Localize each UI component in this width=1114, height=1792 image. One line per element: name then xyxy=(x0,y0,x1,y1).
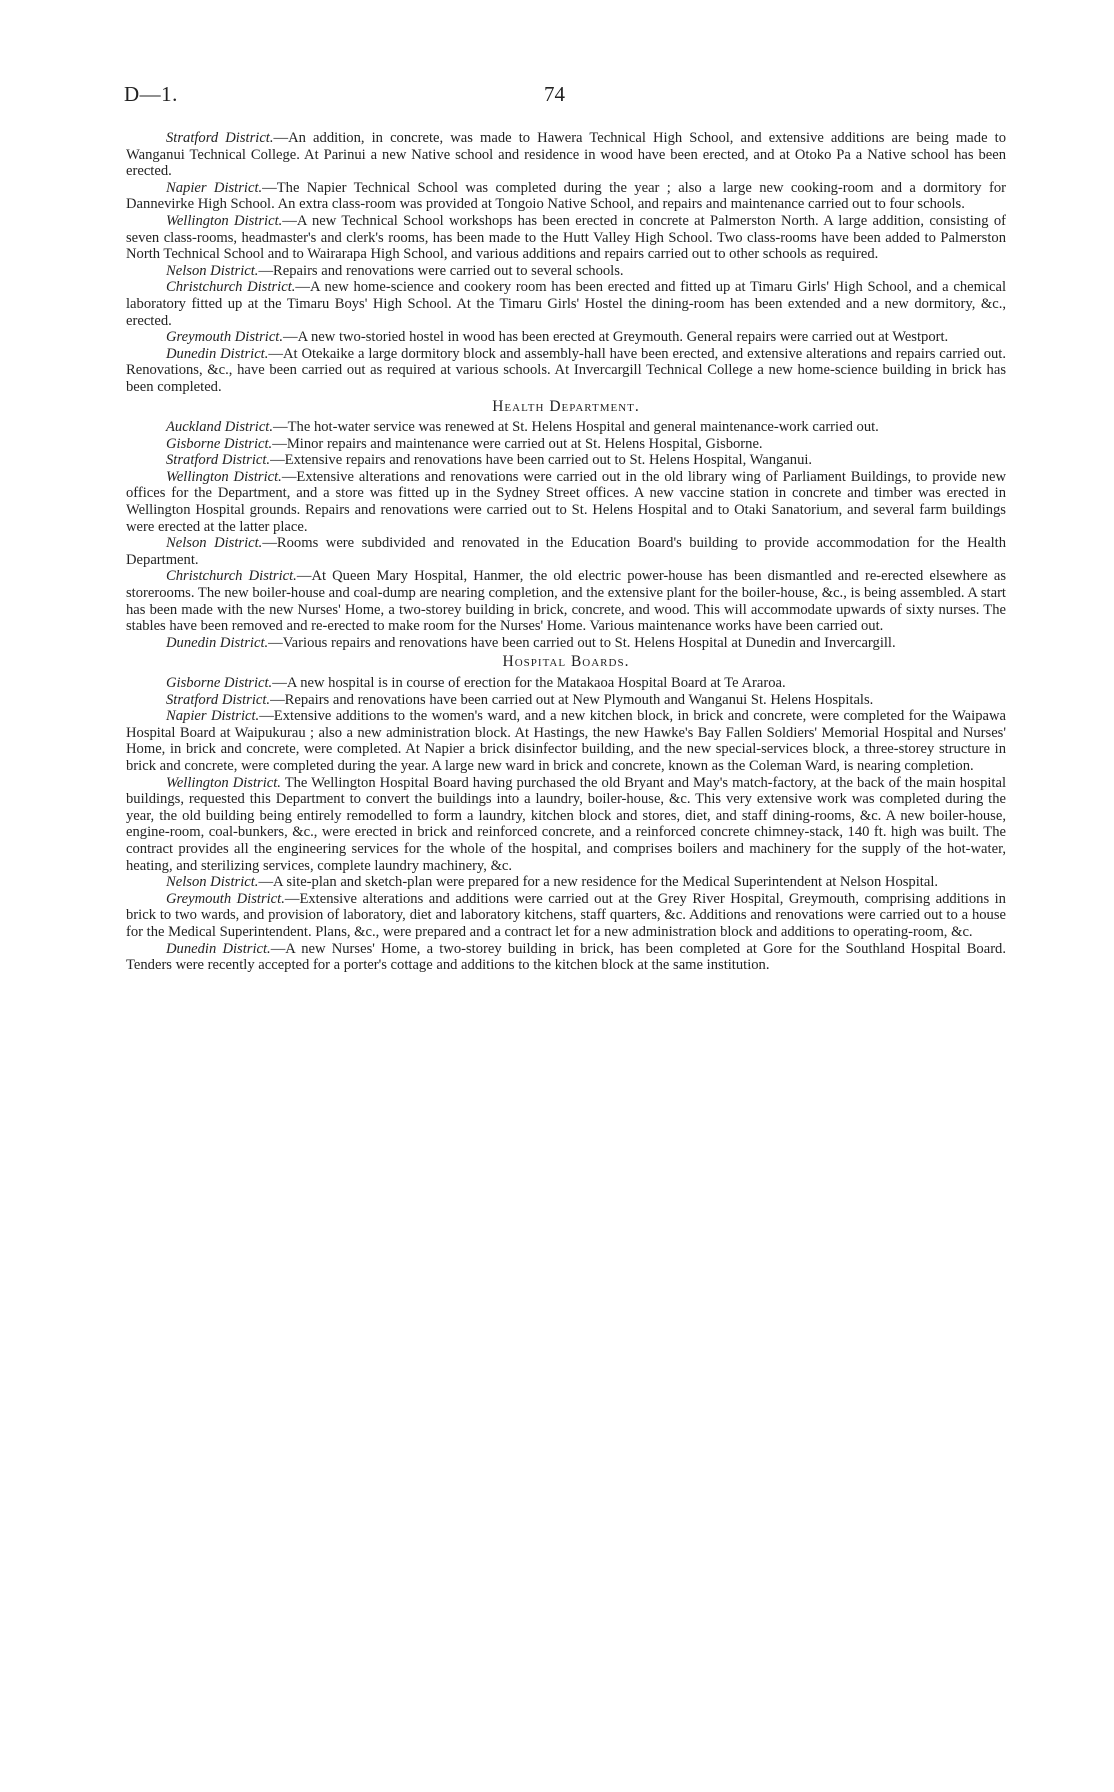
document-body xyxy=(126,130,1006,974)
district-name: Nelson District. xyxy=(166,535,263,552)
district-paragraph xyxy=(126,941,1006,974)
paragraph-text: —A site-plan and sketch-plan were prepared for a new residence for the Medical Superintendent at Nelson Hospital. xyxy=(258,874,939,891)
paragraph-text: —At Queen Mary Hospital, Hanmer, the old electric power-house has been dismantled and re-erected elsewhere as storerooms. The new boiler-house and coal-dump are nearing completion, and the extensive plant for the boiler-house, &c., is being assembled. A start has been made with the new Nurses' Home, a two-storey building in brick, concrete, and wood. This will accommodate upwards of sixty nurses. The stables have been removed and re-erected to make room for the Nurses' Home. Various maintenance works have been carried out. xyxy=(126,568,1007,635)
paragraph-text: —A new Nurses' Home, a two-storey building in brick, has been completed at Gore for the Southland Hospital Board. Tenders were recently accepted for a porter's cottage and additions to the kitchen block at the same institution. xyxy=(126,940,1007,974)
paragraph-text: —The Napier Technical School was completed during the year ; also a large new cooking-room and a dormitory for Dannevirke High School. An extra class-room was provided at Tongoio Native School, and repairs and maintenance carried out to four schools. xyxy=(126,179,1006,213)
paragraph-text: —A new hospital is in course of erection for the Matakaoa Hospital Board at Te Araroa. xyxy=(272,675,786,691)
district-name: Auckland District. xyxy=(166,419,274,436)
paragraph-text: —Minor repairs and maintenance were carried out at St. Helens Hospital, Gisborne. xyxy=(272,435,763,452)
paragraph-text: —Extensive alterations and additions were carried out at the Grey River Hospital, Greymouth, comprising additions in brick to two wards, and provision of laboratory, diet and laboratory kitchens, staff quarters, &c. Additions and renovations were carried out to a house for the Medical Superintendent. Plans, &c., were prepared and a contract let for a new administration block and additions to operating-room, &c. xyxy=(126,890,1006,940)
section-heading: Health Department. xyxy=(492,397,640,415)
district-name: Gisborne District. xyxy=(166,435,273,452)
district-name: Nelson District. xyxy=(166,262,259,279)
district-paragraph xyxy=(126,635,1006,652)
district-paragraph xyxy=(126,419,1006,436)
district-paragraph xyxy=(126,775,1006,875)
district-paragraph xyxy=(126,346,1006,396)
document-id: D—1. xyxy=(124,82,178,106)
district-paragraph xyxy=(126,891,1006,941)
district-paragraph xyxy=(126,469,1006,535)
district-name: Christchurch District. xyxy=(166,279,296,296)
paragraph-text: —An addition, in concrete, was made to Hawera Technical High School, and extensive additions are being made to Wanganui Technical College. At Parinui a new Native school and residence in wood have been erected, and at Otoko Pa a Native school has been erected. xyxy=(126,130,1007,180)
district-name: Christchurch District. xyxy=(166,568,297,585)
district-paragraph xyxy=(126,180,1006,213)
paragraph-text: —Repairs and renovations were carried out to several schools. xyxy=(258,262,624,279)
paragraph-text: —Extensive repairs and renovations have been carried out to St. Helens Hospital, Wanganui. xyxy=(270,452,813,469)
paragraph-text: —Repairs and renovations have been carried out at New Plymouth and Wanganui St. Helens Hospitals. xyxy=(270,691,874,708)
district-name: Dunedin District. xyxy=(166,940,271,957)
district-paragraph xyxy=(126,263,1006,280)
paragraph-text: —Extensive additions to the women's ward, and a new kitchen block, in brick and concrete, were completed for the Waipawa Hospital Board at Waipukurau ; also a new administration block. At Hastings, the new Hawke's Bay Fallen Soldiers' Memorial Hospital and Nurses' Home, in brick and concrete, were completed. At Napier a brick disinfector building, and the new special-services block, a three-storey structure in brick and concrete, were completed during the year. A large new ward in brick and concrete, known as the Coleman Ward, is nearing completion. xyxy=(126,708,1006,774)
district-paragraph xyxy=(126,708,1006,774)
district-paragraph xyxy=(126,535,1006,568)
district-name: Nelson District. xyxy=(166,874,259,891)
district-name: Greymouth District. xyxy=(166,890,285,907)
district-paragraph xyxy=(126,692,1006,709)
paragraph-text: —Extensive alterations and renovations were carried out in the old library wing of Parliament Buildings, to provide new offices for the Department, and a store was fitted up in the Sydney Street offices. A new vaccine station in concrete and timber was erected in Wellington Hospital grounds. Repairs and renovations were carried out to St. Helens Hospital and to Otaki Sanatorium, and several farm buildings were erected at the latter place. xyxy=(126,468,1006,535)
section-heading: Hospital Boards. xyxy=(502,653,630,671)
district-paragraph xyxy=(126,675,1006,692)
district-paragraph xyxy=(126,436,1006,453)
page-header xyxy=(124,82,1004,110)
district-name: Gisborne District. xyxy=(166,675,273,691)
district-name: Dunedin District. xyxy=(166,634,269,651)
district-name: Stratford District. xyxy=(166,452,271,469)
district-paragraph xyxy=(126,279,1006,329)
district-name: Wellington District. xyxy=(166,212,283,229)
district-name: Wellington District. xyxy=(166,774,281,791)
paragraph-text: —The hot-water service was renewed at St. Helens Hospital and general maintenance-work carried out. xyxy=(273,419,879,436)
paragraph-text: —A new Technical School workshops has been erected in concrete at Palmerston North. A large addition, consisting of seven class-rooms, headmaster's and clerk's rooms, has been made to the Hutt Valley High School. Two class-rooms have been added to Palmerston North Technical School and to Wairarapa High School, and various additions and repairs carried out to other schools as required. xyxy=(126,212,1006,263)
district-paragraph xyxy=(126,329,1006,346)
paragraph-text: —At Otekaike a large dormitory block and assembly-hall have been erected, and extensive alterations and repairs carried out. Renovations, &c., have been carried out as required at various schools. At Invercargill Technical College a new home-science building in brick has been completed. xyxy=(126,345,1006,395)
district-paragraph xyxy=(126,213,1006,263)
paragraph-text: —Rooms were subdivided and renovated in the Education Board's building to provide accommodation for the Health Department. xyxy=(126,535,1006,568)
district-name: Dunedin District. xyxy=(166,345,269,362)
district-name: Stratford District. xyxy=(166,691,271,708)
district-paragraph xyxy=(126,452,1006,469)
district-paragraph xyxy=(126,130,1006,180)
paragraph-text: The Wellington Hospital Board having purchased the old Bryant and May's match-factory, at the back of the main hospital buildings, requested this Department to convert the buildings into a laundry, boiler-house, &c. This very extensive work was completed during the year, the old building being entirely remodelled to form a laundry, kitchen block and stores, diet, and staff dining-rooms, &c. A new boiler-house, engine-room, coal-bunkers, &c., were erected in brick and reinforced concrete, and a reinforced concrete chimney-stack, 140 ft. high was built. The contract provides all the engineering services for the whole of the hospital, and comprises boilers and machinery for the supply of the hot-water, heating, and sterilizing services, complete laundry machinery, &c. xyxy=(126,774,1007,874)
district-name: Stratford District. xyxy=(166,130,274,146)
district-name: Napier District. xyxy=(166,179,263,196)
paragraph-text: —A new home-science and cookery room has been erected and fitted up at Timaru Girls' High School, and a chemical laboratory fitted up at the Timaru Boys' High School. At the Timaru Girls' Hostel the dining-room has been extended and a new dormitory, &c., erected. xyxy=(126,279,1007,329)
paragraph-text: —Various repairs and renovations have been carried out to St. Helens Hospital at Dunedin and Invercargill. xyxy=(268,634,896,651)
district-name: Wellington District. xyxy=(166,468,282,485)
district-name: Napier District. xyxy=(166,708,260,725)
page-number: 74 xyxy=(544,82,565,106)
district-paragraph xyxy=(126,874,1006,891)
district-name: Greymouth District. xyxy=(166,329,284,346)
district-paragraph xyxy=(126,568,1006,634)
paragraph-text: —A new two-storied hostel in wood has been erected at Greymouth. General repairs were carried out at Westport. xyxy=(283,329,949,346)
